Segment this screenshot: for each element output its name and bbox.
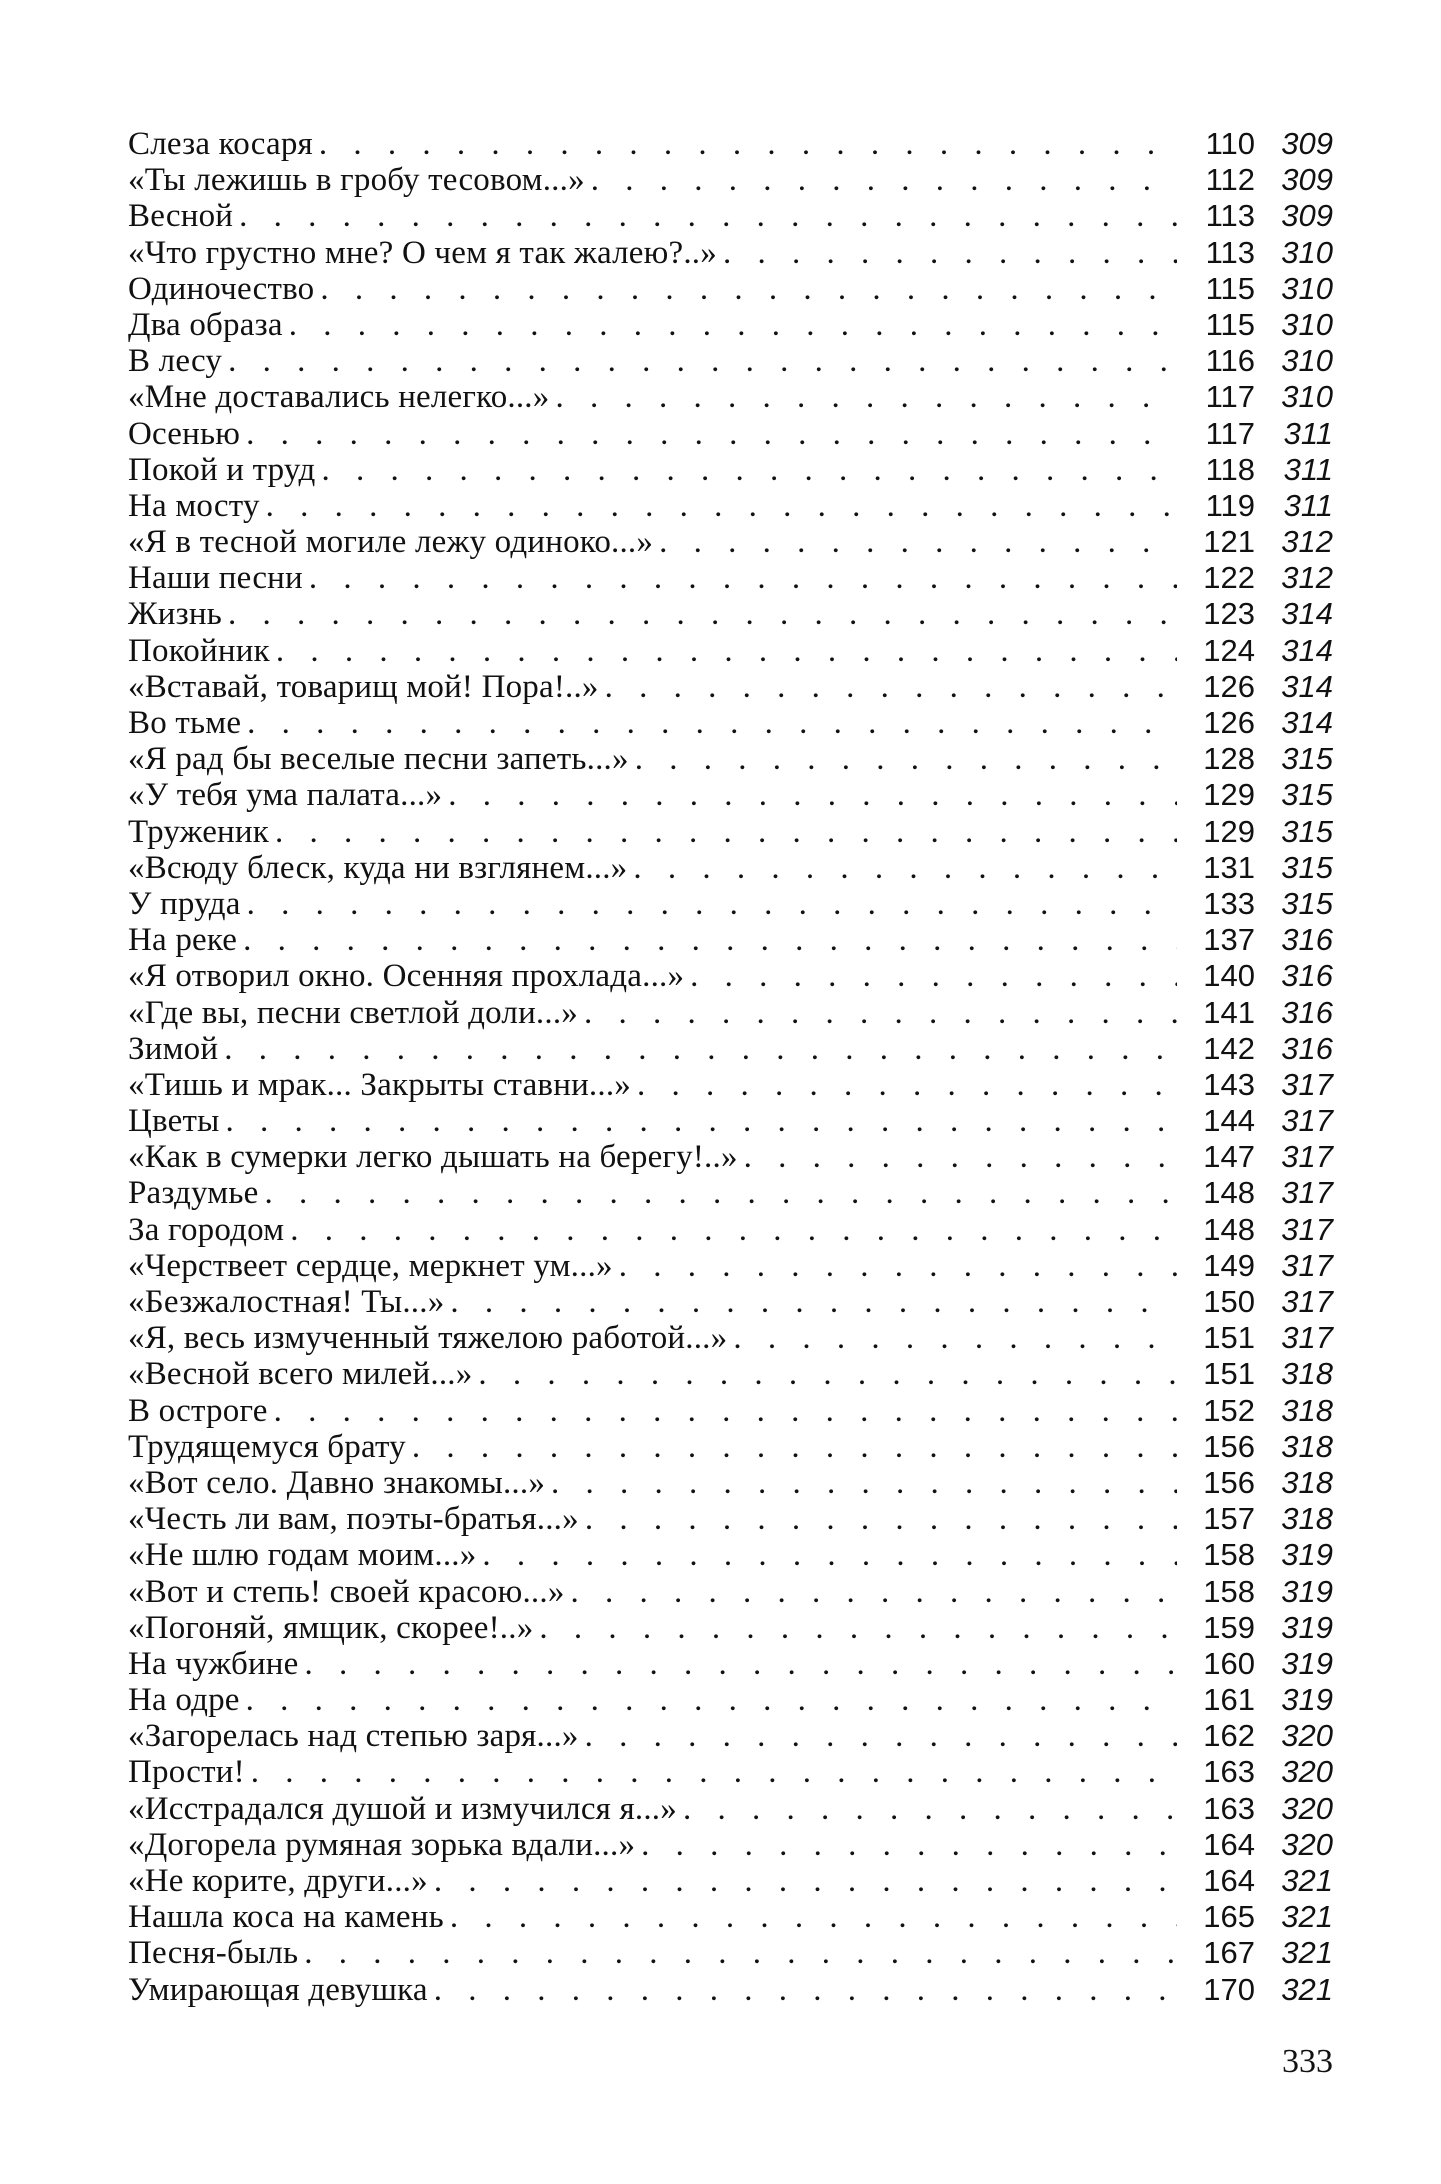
entry-page: 117 — [1205, 379, 1255, 415]
entry-page: 152 — [1203, 1392, 1255, 1428]
dot-leader — [605, 669, 1177, 705]
dot-leader — [304, 1935, 1177, 1971]
entry-title: «Где вы, песни светлой доли...» — [128, 994, 578, 1031]
entry-title: «Не корите, други...» — [128, 1863, 428, 1899]
toc-entry — [128, 669, 1333, 705]
entry-title: «Исстрадался душой и измучился я...» — [128, 1790, 677, 1827]
toc-entry — [128, 1356, 1333, 1392]
entry-notes-page: 310 — [1281, 234, 1333, 270]
entry-title: На одре — [128, 1682, 240, 1719]
dot-leader — [584, 995, 1177, 1031]
entry-page: 129 — [1203, 813, 1255, 849]
toc-entry — [128, 1139, 1333, 1175]
toc-entry — [128, 1791, 1333, 1827]
entry-page: 160 — [1203, 1645, 1255, 1681]
entry-page: 148 — [1203, 1211, 1255, 1247]
entry-notes-page: 315 — [1281, 741, 1333, 777]
entry-title: Слеза косаря — [128, 126, 313, 162]
entry-notes-page: 310 — [1281, 379, 1333, 415]
dot-leader — [585, 1501, 1177, 1537]
entry-notes-page: 318 — [1281, 1356, 1333, 1392]
entry-title: Зимой — [128, 1030, 219, 1067]
dot-leader — [619, 1248, 1177, 1284]
entry-title: Весной — [128, 198, 234, 235]
dot-leader — [412, 1429, 1177, 1465]
dot-leader — [434, 1972, 1177, 2008]
entry-page: 162 — [1203, 1718, 1255, 1754]
dot-leader — [637, 1067, 1177, 1103]
entry-notes-page: 312 — [1281, 560, 1333, 596]
entry-notes-page: 314 — [1281, 668, 1333, 704]
entry-notes-page: 316 — [1281, 958, 1333, 994]
entry-title: «У тебя ума палата...» — [128, 777, 443, 814]
entry-title: Нашла коса на камень — [128, 1899, 444, 1936]
dot-leader — [243, 922, 1177, 958]
dot-leader — [641, 1827, 1177, 1863]
entry-title: Трудящемуся брату — [128, 1428, 406, 1465]
entry-title: В остроге — [128, 1392, 268, 1429]
toc-entry — [128, 1429, 1333, 1465]
entry-page: 112 — [1205, 162, 1255, 198]
entry-notes-page: 309 — [1281, 198, 1333, 234]
entry-title: Покой и труд — [128, 451, 316, 488]
entry-notes-page: 317 — [1281, 1103, 1333, 1139]
entry-title: «Всюду блеск, куда ни взглянем...» — [128, 849, 628, 886]
dot-leader — [319, 126, 1177, 162]
dot-leader — [246, 416, 1177, 452]
entry-title: «Вот и степь! своей красою...» — [128, 1573, 565, 1610]
dot-leader — [690, 958, 1177, 994]
entry-page: 121 — [1203, 524, 1255, 560]
entry-page: 147 — [1203, 1139, 1255, 1175]
dot-leader — [266, 488, 1177, 524]
toc-entry — [128, 488, 1333, 524]
entry-title: За городом — [128, 1211, 285, 1248]
entry-page: 149 — [1203, 1247, 1255, 1283]
entry-notes-page: 317 — [1281, 1139, 1333, 1175]
toc-entry — [128, 596, 1333, 632]
entry-page: 115 — [1205, 270, 1255, 306]
entry-title: «Как в сумерки легко дышать на берегу!..» — [128, 1139, 738, 1176]
table-of-contents — [128, 126, 1333, 2008]
toc-entry — [128, 1899, 1333, 1935]
entry-page: 128 — [1203, 741, 1255, 777]
toc-entry — [128, 1067, 1333, 1103]
dot-leader — [659, 524, 1177, 560]
toc-entry — [128, 1935, 1333, 1971]
toc-entry — [128, 1682, 1333, 1718]
entry-title: «Вставай, товарищ мой! Пора!..» — [128, 668, 599, 705]
entry-notes-page: 314 — [1281, 705, 1333, 740]
entry-title: На чужбине — [128, 1645, 299, 1682]
dot-leader — [264, 1175, 1177, 1211]
entry-page: 159 — [1203, 1609, 1255, 1645]
dot-leader — [450, 1899, 1177, 1935]
toc-entry — [128, 271, 1333, 307]
dot-leader — [322, 452, 1177, 488]
toc-entry — [128, 1827, 1333, 1863]
entry-title: На реке — [128, 922, 238, 959]
entry-notes-page: 316 — [1281, 922, 1333, 958]
entry-page: 151 — [1203, 1320, 1255, 1356]
dot-leader — [434, 1863, 1177, 1899]
dot-leader — [551, 1465, 1177, 1501]
dot-leader — [275, 814, 1177, 850]
page-number: 333 — [1282, 2043, 1333, 2080]
entry-page: 110 — [1205, 126, 1255, 161]
entry-page: 161 — [1203, 1682, 1255, 1718]
toc-entry — [128, 1972, 1333, 2008]
entry-page: 131 — [1203, 849, 1255, 885]
entry-title: «Я в тесной могиле лежу одиноко...» — [128, 524, 654, 561]
toc-entry — [128, 1610, 1333, 1646]
dot-leader — [635, 741, 1177, 777]
entry-page: 151 — [1203, 1356, 1255, 1392]
entry-notes-page: 317 — [1281, 1066, 1333, 1102]
entry-notes-page: 319 — [1281, 1609, 1333, 1645]
entry-page: 140 — [1203, 958, 1255, 994]
entry-page: 141 — [1203, 994, 1255, 1030]
entry-notes-page: 319 — [1281, 1573, 1333, 1609]
entry-notes-page: 315 — [1281, 885, 1333, 921]
toc-entry — [128, 777, 1333, 813]
entry-page: 124 — [1203, 632, 1255, 668]
entry-page: 116 — [1205, 343, 1255, 379]
toc-entry — [128, 1175, 1333, 1211]
toc-entry — [128, 741, 1333, 777]
entry-page: 126 — [1203, 668, 1255, 704]
toc-entry — [128, 1718, 1333, 1754]
entry-title: «Мне доставались нелегко...» — [128, 379, 550, 416]
dot-leader — [571, 1574, 1177, 1610]
entry-page: 158 — [1203, 1573, 1255, 1609]
entry-notes-page: 311 — [1283, 415, 1333, 451]
entry-title: «Ты лежишь в гробу тесовом...» — [128, 162, 585, 199]
entry-page: 167 — [1203, 1935, 1255, 1971]
entry-notes-page: 320 — [1281, 1790, 1333, 1826]
toc-entry — [128, 452, 1333, 488]
entry-notes-page: 316 — [1281, 994, 1333, 1030]
toc-entry — [128, 307, 1333, 343]
entry-notes-page: 315 — [1281, 813, 1333, 849]
entry-title: Два образа — [128, 306, 283, 343]
entry-title: «Не шлю годам моим...» — [128, 1537, 477, 1574]
entry-page: 157 — [1203, 1501, 1255, 1537]
entry-notes-page: 315 — [1281, 777, 1333, 813]
entry-title: «Загорелась над степью заря...» — [128, 1718, 579, 1755]
entry-page: 158 — [1203, 1537, 1255, 1573]
entry-notes-page: 316 — [1281, 1030, 1333, 1066]
entry-page: 119 — [1205, 487, 1255, 523]
dot-leader — [274, 1393, 1177, 1429]
dot-leader — [289, 307, 1177, 343]
entry-page: 115 — [1205, 306, 1255, 342]
entry-title: «Черствеет сердце, меркнет ум...» — [128, 1247, 613, 1284]
entry-notes-page: 321 — [1281, 1863, 1333, 1898]
entry-page: 164 — [1203, 1863, 1255, 1898]
toc-entry — [128, 922, 1333, 958]
entry-page: 163 — [1203, 1754, 1255, 1790]
entry-title: Песня-быль — [128, 1935, 299, 1972]
dot-leader — [247, 705, 1177, 741]
dot-leader — [290, 1212, 1177, 1248]
entry-title: В лесу — [128, 343, 223, 380]
entry-title: Во тьме — [128, 705, 242, 741]
entry-page: 123 — [1203, 596, 1255, 632]
toc-entry — [128, 1320, 1333, 1356]
entry-title: На мосту — [128, 487, 260, 524]
toc-entry — [128, 995, 1333, 1031]
dot-leader — [633, 850, 1177, 886]
entry-title: «Тишь и мрак... Закрыты ставни...» — [128, 1066, 631, 1103]
entry-title: «Вот село. Давно знакомы...» — [128, 1464, 546, 1501]
toc-entry — [128, 633, 1333, 669]
toc-entry — [128, 235, 1333, 271]
dot-leader — [450, 1284, 1177, 1320]
dot-leader — [723, 235, 1177, 271]
entry-notes-page: 320 — [1281, 1754, 1333, 1790]
entry-notes-page: 317 — [1281, 1211, 1333, 1247]
toc-entry — [128, 1103, 1333, 1139]
entry-title: Жизнь — [128, 596, 222, 633]
entry-page: 118 — [1205, 451, 1255, 487]
toc-entry — [128, 343, 1333, 379]
entry-notes-page: 317 — [1281, 1320, 1333, 1356]
entry-title: «Догорела румяная зорька вдали...» — [128, 1826, 636, 1863]
entry-notes-page: 320 — [1281, 1826, 1333, 1862]
entry-page: 133 — [1203, 885, 1255, 921]
entry-page: 148 — [1203, 1175, 1255, 1211]
entry-page: 144 — [1203, 1103, 1255, 1139]
entry-notes-page: 318 — [1281, 1392, 1333, 1428]
entry-page: 126 — [1203, 705, 1255, 740]
dot-leader — [585, 1718, 1177, 1754]
toc-entry — [128, 416, 1333, 452]
dot-leader — [239, 198, 1177, 234]
toc-entry — [128, 814, 1333, 850]
entry-notes-page: 309 — [1281, 126, 1333, 161]
dot-leader — [228, 343, 1177, 379]
toc-entry — [128, 886, 1333, 922]
entry-notes-page: 317 — [1281, 1247, 1333, 1283]
entry-notes-page: 312 — [1281, 524, 1333, 560]
entry-title: «Я, весь измученный тяжелою работой...» — [128, 1320, 728, 1357]
toc-entry — [128, 379, 1333, 415]
entry-page: 170 — [1203, 1971, 1255, 2007]
entry-notes-page: 321 — [1281, 1935, 1333, 1971]
dot-leader — [482, 1537, 1177, 1573]
entry-title: Цветы — [128, 1103, 220, 1140]
toc-entry — [128, 705, 1333, 741]
toc-entry — [128, 1465, 1333, 1501]
entry-page: 165 — [1203, 1899, 1255, 1935]
entry-title: Прости! — [128, 1754, 245, 1791]
entry-notes-page: 314 — [1281, 632, 1333, 668]
entry-title: Наши песни — [128, 560, 303, 597]
toc-entry — [128, 1646, 1333, 1682]
entry-title: «Я отворил окно. Осенняя прохлада...» — [128, 958, 685, 995]
dot-leader — [448, 777, 1177, 813]
dot-leader — [225, 1103, 1177, 1139]
entry-notes-page: 318 — [1281, 1501, 1333, 1537]
dot-leader — [683, 1791, 1177, 1827]
toc-entry — [128, 1537, 1333, 1573]
toc-entry — [128, 1754, 1333, 1790]
dot-leader — [246, 1682, 1177, 1718]
entry-notes-page: 311 — [1283, 487, 1333, 523]
entry-page: 129 — [1203, 777, 1255, 813]
entry-title: Труженик — [128, 813, 269, 850]
entry-page: 164 — [1203, 1826, 1255, 1862]
toc-entry — [128, 1393, 1333, 1429]
entry-notes-page: 317 — [1281, 1175, 1333, 1211]
entry-page: 113 — [1205, 234, 1255, 270]
entry-title: Покойник — [128, 632, 270, 669]
entry-page: 150 — [1203, 1284, 1255, 1319]
entry-notes-page: 309 — [1281, 162, 1333, 198]
entry-notes-page: 321 — [1281, 1971, 1333, 2007]
toc-entry — [128, 1501, 1333, 1537]
entry-notes-page: 310 — [1281, 343, 1333, 379]
entry-page: 163 — [1203, 1790, 1255, 1826]
dot-leader — [744, 1139, 1177, 1175]
toc-entry — [128, 958, 1333, 994]
entry-page: 143 — [1203, 1066, 1255, 1102]
toc-entry — [128, 1574, 1333, 1610]
entry-title: «Безжалостная! Ты...» — [128, 1284, 445, 1320]
toc-entry — [128, 1031, 1333, 1067]
entry-notes-page: 315 — [1281, 849, 1333, 885]
entry-notes-page: 319 — [1281, 1537, 1333, 1573]
entry-title: «Я рад бы веселые песни запеть...» — [128, 741, 629, 778]
dot-leader — [478, 1356, 1177, 1392]
entry-notes-page: 321 — [1281, 1899, 1333, 1935]
dot-leader — [224, 1031, 1177, 1067]
entry-page: 113 — [1205, 198, 1255, 234]
entry-title: «Погоняй, ямщик, скорее!..» — [128, 1609, 534, 1646]
entry-title: Раздумье — [128, 1175, 259, 1212]
entry-title: «Что грустно мне? О чем я так жалею?..» — [128, 234, 717, 271]
toc-entry — [128, 162, 1333, 198]
entry-notes-page: 319 — [1281, 1645, 1333, 1681]
toc-entry — [128, 198, 1333, 234]
entry-notes-page: 319 — [1281, 1682, 1333, 1718]
dot-leader — [305, 1646, 1177, 1682]
entry-notes-page: 314 — [1281, 596, 1333, 632]
toc-entry — [128, 524, 1333, 560]
entry-page: 122 — [1203, 560, 1255, 596]
entry-notes-page: 318 — [1281, 1464, 1333, 1500]
entry-notes-page: 320 — [1281, 1718, 1333, 1754]
entry-page: 117 — [1205, 415, 1255, 451]
entry-title: У пруда — [128, 885, 241, 922]
dot-leader — [276, 633, 1177, 669]
dot-leader — [251, 1754, 1177, 1790]
entry-title: «Весной всего милей...» — [128, 1356, 473, 1393]
entry-title: Умирающая девушка — [128, 1971, 428, 2008]
entry-page: 156 — [1203, 1464, 1255, 1500]
entry-notes-page: 317 — [1281, 1284, 1333, 1319]
entry-notes-page: 310 — [1281, 270, 1333, 306]
toc-entry — [128, 1212, 1333, 1248]
toc-entry — [128, 1248, 1333, 1284]
dot-leader — [247, 886, 1177, 922]
dot-leader — [309, 560, 1177, 596]
toc-entry — [128, 850, 1333, 886]
entry-page: 142 — [1203, 1030, 1255, 1066]
dot-leader — [539, 1610, 1177, 1646]
entry-page: 156 — [1203, 1428, 1255, 1464]
toc-entry — [128, 126, 1333, 162]
entry-title: «Честь ли вам, поэты-братья...» — [128, 1501, 579, 1538]
toc-entry — [128, 1863, 1333, 1899]
dot-leader — [228, 596, 1177, 632]
entry-page: 137 — [1203, 922, 1255, 958]
entry-notes-page: 318 — [1281, 1428, 1333, 1464]
entry-title: Осенью — [128, 415, 241, 452]
toc-entry — [128, 560, 1333, 596]
entry-title: Одиночество — [128, 270, 315, 307]
toc-entry — [128, 1284, 1333, 1320]
entry-notes-page: 310 — [1281, 306, 1333, 342]
dot-leader — [555, 379, 1177, 415]
dot-leader — [733, 1320, 1177, 1356]
entry-notes-page: 311 — [1283, 451, 1333, 487]
dot-leader — [320, 271, 1177, 307]
dot-leader — [591, 162, 1177, 198]
